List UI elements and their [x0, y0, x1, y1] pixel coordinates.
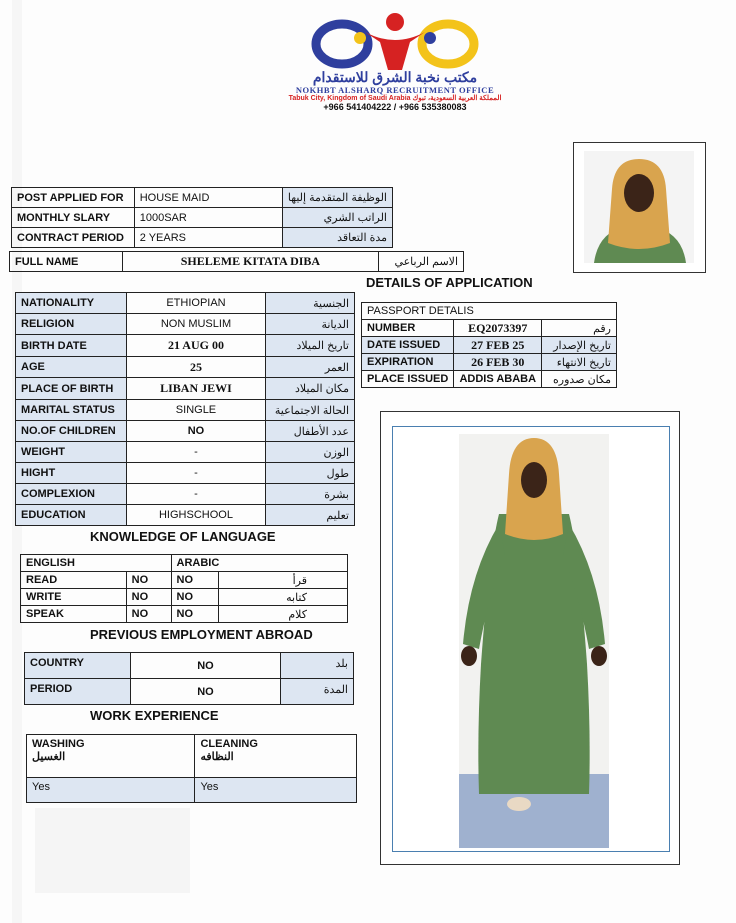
- agency-english-name: NOKHBT ALSHARQ RECRUITMENT OFFICE: [295, 85, 495, 95]
- language-skill: READ: [21, 572, 127, 589]
- experience-skill-arabic: النظافه: [200, 751, 234, 763]
- personal-arabic: تاريخ الميلاد: [266, 335, 355, 357]
- agency-logo: [310, 8, 480, 72]
- employment-label: COUNTRY: [25, 653, 131, 679]
- language-arabic-value: NO: [171, 589, 219, 606]
- experience-skill-english: WASHING: [32, 738, 85, 750]
- full-name-arabic: الاسم الرباعي: [379, 252, 464, 272]
- personal-arabic: تعليم: [266, 505, 355, 526]
- language-english-value: NO: [126, 572, 171, 589]
- personal-arabic: الديانة: [266, 314, 355, 335]
- job-label: POST APPLIED FOR: [12, 188, 135, 208]
- experience-skill-arabic: الغسيل: [32, 751, 66, 763]
- language-skill: SPEAK: [21, 606, 127, 623]
- experience-table: [26, 734, 357, 803]
- passport-arabic: تاريخ الإصدار: [542, 337, 617, 354]
- full-name-value: SHELEME KITATA DIBA: [122, 252, 378, 272]
- full-body-photo: [380, 411, 680, 865]
- personal-arabic: طول: [266, 463, 355, 484]
- experience-value: Yes: [27, 778, 195, 803]
- language-col-arabic: ARABIC: [171, 555, 348, 572]
- agency-arabic-name: مكتب نخبة الشرق للاستقدام: [312, 69, 478, 85]
- language-col-english: ENGLISH: [21, 555, 172, 572]
- personal-details-table: [15, 292, 355, 526]
- full-name-table: [9, 251, 464, 272]
- job-value: HOUSE MAID: [134, 188, 282, 208]
- employment-label: PERIOD: [25, 679, 131, 705]
- full-name-label: FULL NAME: [10, 252, 123, 272]
- employment-value: NO: [130, 679, 280, 705]
- passport-label: NUMBER: [362, 320, 454, 337]
- personal-value: -: [126, 463, 265, 484]
- employment-arabic: بلد: [281, 653, 354, 679]
- personal-arabic: العمر: [266, 357, 355, 378]
- language-skill: WRITE: [21, 589, 127, 606]
- passport-value: EQ2073397: [454, 320, 542, 337]
- job-arabic: مدة التعاقد: [282, 228, 392, 248]
- job-arabic: الراتب الشري: [282, 208, 392, 228]
- employment-arabic: المدة: [281, 679, 354, 705]
- personal-label: RELIGION: [16, 314, 127, 335]
- passport-arabic: رقم: [542, 320, 617, 337]
- passport-arabic: مكان صدوره: [542, 371, 617, 388]
- personal-value: LIBAN JEWI: [126, 378, 265, 400]
- personal-value: NON MUSLIM: [126, 314, 265, 335]
- personal-label: COMPLEXION: [16, 484, 127, 505]
- experience-skill: [195, 735, 357, 778]
- job-arabic: الوظيفة المتقدمة إليها: [282, 188, 392, 208]
- job-label: CONTRACT PERIOD: [12, 228, 135, 248]
- passport-table: [361, 302, 617, 388]
- personal-value: -: [126, 442, 265, 463]
- personal-value: NO: [126, 421, 265, 442]
- personal-arabic: مكان الميلاد: [266, 378, 355, 400]
- personal-label: HIGHT: [16, 463, 127, 484]
- job-table: [11, 187, 393, 248]
- passport-label: PLACE ISSUED: [362, 371, 454, 388]
- personal-label: EDUCATION: [16, 505, 127, 526]
- experience-skill: [27, 735, 195, 778]
- passport-label: EXPIRATION: [362, 354, 454, 371]
- language-skill-arabic: كتابه: [219, 589, 348, 606]
- portrait-photo: [573, 142, 706, 273]
- personal-value: -: [126, 484, 265, 505]
- language-skill-arabic: قرأ: [219, 572, 348, 589]
- personal-arabic: الحالة الاجتماعية: [266, 400, 355, 421]
- personal-arabic: الجنسية: [266, 293, 355, 314]
- passport-arabic: تاريخ الانتهاء: [542, 354, 617, 371]
- personal-value: HIGHSCHOOL: [126, 505, 265, 526]
- job-label: MONTHLY SLARY: [12, 208, 135, 228]
- agency-location: Tabuk City, Kingdom of Saudi Arabia المملكة العربية السعودية، تبوك: [288, 95, 502, 102]
- details-title: DETAILS OF APPLICATION: [366, 275, 533, 290]
- language-arabic-value: NO: [171, 606, 219, 623]
- passport-value: 27 FEB 25: [454, 337, 542, 354]
- personal-label: BIRTH DATE: [16, 335, 127, 357]
- personal-arabic: بشرة: [266, 484, 355, 505]
- language-english-value: NO: [126, 606, 171, 623]
- personal-label: NATIONALITY: [16, 293, 127, 314]
- personal-value: 21 AUG 00: [126, 335, 265, 357]
- agency-phones: +966 541404222 / +966 535380083: [323, 102, 467, 112]
- experience-title: WORK EXPERIENCE: [90, 708, 219, 723]
- language-arabic-value: NO: [171, 572, 219, 589]
- employment-title: PREVIOUS EMPLOYMENT ABROAD: [90, 627, 313, 642]
- personal-label: PLACE OF BIRTH: [16, 378, 127, 400]
- personal-label: AGE: [16, 357, 127, 378]
- personal-label: MARITAL STATUS: [16, 400, 127, 421]
- personal-arabic: عدد الأطفال: [266, 421, 355, 442]
- passport-value: ADDIS ABABA: [454, 371, 542, 388]
- personal-arabic: الوزن: [266, 442, 355, 463]
- experience-value: Yes: [195, 778, 357, 803]
- employment-value: NO: [130, 653, 280, 679]
- passport-value: 26 FEB 30: [454, 354, 542, 371]
- experience-skill-english: CLEANING: [200, 738, 258, 750]
- language-skill-arabic: كلام: [219, 606, 348, 623]
- personal-value: ETHIOPIAN: [126, 293, 265, 314]
- language-table: [20, 554, 348, 623]
- personal-value: SINGLE: [126, 400, 265, 421]
- personal-label: NO.OF CHILDREN: [16, 421, 127, 442]
- language-english-value: NO: [126, 589, 171, 606]
- language-title: KNOWLEDGE OF LANGUAGE: [90, 529, 276, 544]
- personal-label: WEIGHT: [16, 442, 127, 463]
- job-value: 2 YEARS: [134, 228, 282, 248]
- employment-table: [24, 652, 354, 705]
- passport-title: PASSPORT DETALIS: [362, 303, 617, 320]
- job-value: 1000SAR: [134, 208, 282, 228]
- personal-value: 25: [126, 357, 265, 378]
- passport-label: DATE ISSUED: [362, 337, 454, 354]
